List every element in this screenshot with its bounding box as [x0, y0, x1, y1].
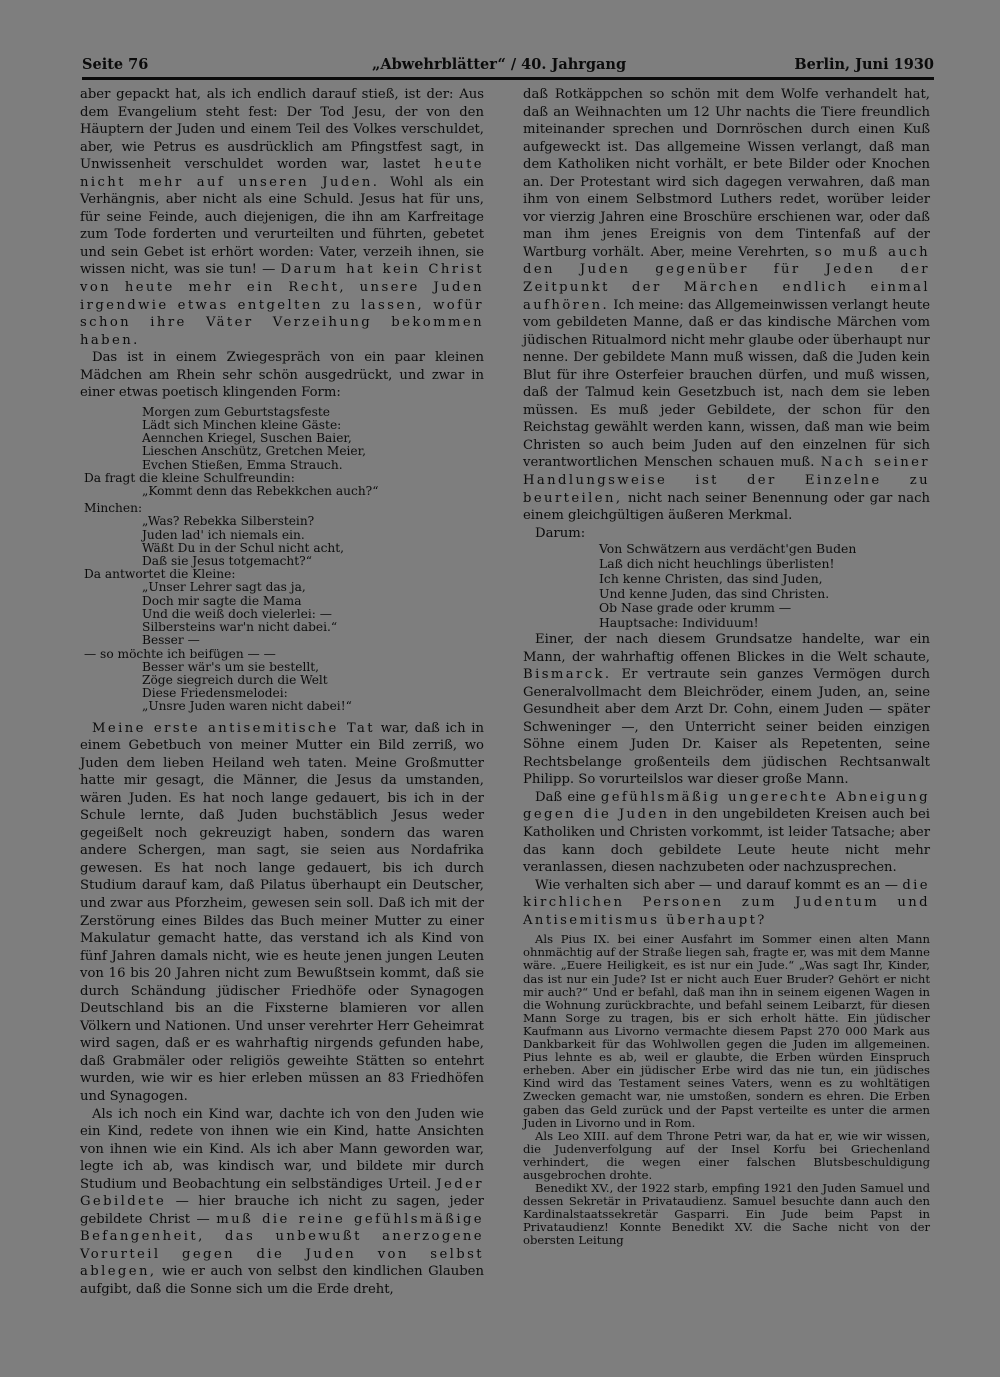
emphasis-text: Jeder Gebildete: [80, 1176, 484, 1210]
emphasis-text: Bismarck.: [523, 667, 612, 683]
poem-line: Da fragt die kleine Schulfreundin:: [84, 470, 295, 485]
text-run: daß Rotkäppchen so schön mit dem Wolfe verhandelt hat, daß an Weihnachten um 12 Uhr nachts die Tiere freundlich miteinander sprechen und Dornröschen durch einen Kuß aufgeweckt ist. Das allgemeine Wissen verlangt, daß man dem Katholiken nicht vorhält, er bete Bilder oder Knochen an. Der Protestant wird sich dagegen verwahren, daß man ihm von einem Selbstmord Luthers redet, worüber leider vor vierzig Jahren eine Broschüre erschienen war, oder daß man ihm jenes Ereignis von dem Tintenfaß auf der Wartburg vorhält. Aber, meine Verehrten,: [523, 87, 930, 260]
poem-line: Hauptsache: Individuum!: [599, 615, 759, 631]
emphasis-text: Darum hat kein Christ von heute mehr ein Recht, unsere Juden irgendwie etwas entgelten zu lassen, wofür schon ihre Väter Verzeihung bekommen haben.: [80, 262, 484, 348]
poem-line: Doch mir sagte die Mama: [142, 593, 302, 608]
poem-line: Und kenne Juden, das sind Christen.: [599, 585, 830, 601]
paragraph: Das ist in einem Zwiegespräch von ein paar kleinen Mädchen am Rhein sehr schön ausgedrückt, und zwar in einer etwas poetisch klingenden Form:: [80, 350, 484, 401]
poem-line: Evchen Stießen, Emma Strauch.: [142, 457, 343, 472]
paragraph: [523, 789, 930, 877]
poem-line: Besser wär's um sie bestellt,: [142, 659, 320, 674]
poem: [80, 406, 484, 714]
poem-line: Morgen zum Geburtstagsfeste: [142, 404, 330, 419]
poem-line: Aennchen Kriegel, Suschen Baier,: [142, 431, 352, 446]
paragraph: [80, 86, 484, 349]
paragraph: Darum:: [535, 525, 586, 541]
text-run: Wohl als ein Verhängnis, aber nicht als eine Schuld. Jesus hat für uns, für seine Feinde, auch diejenigen, die ihn am Karfreitage zum Tode forderten und verurteilten und führten, gebetet und sein Gebet ist erhört worden: Vater, verzeih ihnen, sie wissen nicht, was sie tun! —: [80, 174, 484, 278]
emphasis-text: muß die reine gefühlsmäßige Befangenheit, das unbewußt anerzogene Vorurteil gegen die Juden von selbst ablegen,: [80, 1211, 484, 1280]
paragraph: [523, 631, 930, 789]
right-column: [523, 86, 930, 1248]
poem-line: Laß dich nicht heuchlings überlisten!: [599, 556, 835, 572]
poem-line: Minchen:: [84, 501, 143, 516]
poem-line: Wäßt Du in der Schul nicht acht,: [142, 540, 345, 555]
poem-line: Daß sie Jesus totgemacht?“: [142, 554, 312, 569]
text-run: Als ich noch ein Kind war, dachte ich von den Juden wie ein Kind, redete von ihnen wie ein Kind, hatte Ansichten von ihnen wie ein Kind. Als ich aber Mann geworden war, legte ich ab, was kindisch war, und bildete mir durch Studium und Beobachtung ein selbständiges Urteil.: [80, 1106, 484, 1192]
poem-line: „Kommt denn das Rebekkchen auch?“: [142, 484, 379, 499]
poem: [523, 542, 930, 631]
text-run: Ich meine: das Allgemeinwissen verlangt heute vom gebildeten Manne, daß er das kindische Märchen vom jüdischen Ritualmord nicht mehr glaube oder überhaupt nur nenne. Der gebildete Mann muß wissen, daß die Juden kein Blut für ihre Osterfeier brauchen dürfen, und muß wissen, daß der Talmud kein Gesetzbuch ist, nach dem sie leben müssen. Es muß jeder Gebildete, der schon für den Reichstag gewählt werden kann, wissen, daß man wie beim Christen so auch beim Juden auf den einzelnen für sich verantwortlichen Menschen schauen muß.: [523, 297, 931, 471]
left-column: [80, 86, 484, 1299]
emphasis-text: gefühlsmäßig ungerechte Abneigung gegen die Juden: [523, 789, 930, 823]
poem-line: Juden lad' ich niemals ein.: [142, 527, 305, 542]
publication-title: „Abwehrblätter“ / 40. Jahrgang: [372, 56, 627, 73]
poem-line: Lädt sich Minchen kleine Gäste:: [142, 418, 342, 433]
paragraph: [523, 877, 930, 930]
header-rule: [82, 77, 934, 80]
poem-line: Da antwortet die Kleine:: [84, 567, 236, 582]
poem-line: Lieschen Anschütz, Gretchen Meier,: [142, 444, 367, 459]
text-run: Daß eine: [535, 789, 596, 805]
emphasis-text: so muß auch den Juden gegenüber für Jeden der Zeitpunkt der Märchen endlich einmal aufhören.: [523, 244, 930, 313]
paragraph: [80, 720, 484, 1106]
page-number: Seite 76: [82, 56, 149, 73]
poem-line: „Unser Lehrer sagt das ja,: [142, 580, 306, 595]
emphasis-text: die kirchlichen Personen zum Judentum und Antisemitismus überhaupt?: [523, 877, 930, 928]
emphasis-text: Meine erste antisemitische Tat: [92, 720, 376, 736]
small-paragraph: Als Pius IX. bei einer Ausfahrt im Sommer einen alten Mann ohnmächtig auf der Straße liegen sah, fragte er, was mit dem Manne wäre. „Euere Heiligkeit, es ist nur ein Jude.“ „Was sagt Ihr, Kinder, das ist nur ein Jude? Ist er nicht auch Euer Bruder? Gehört er nicht mir auch?“ Und er befahl, daß man ihn in seinem eigenen Wagen in die Wohnung zurückbrachte, und befahl seinem Leibarzt, für diesen Mann Sorge zu tragen, bis er sich erholt hätte. Ein jüdischer Kaufmann aus Livorno vermachte diesem Papst 270 000 Mark aus Dankbarkeit für das Wohlwollen gegen die Juden im allgemeinen. Pius lehnte es ab, weil er glaubte, die Erben würden Einspruch erheben. Aber ein jüdischer Erbe wird das nie tun, ein jüdisches Kind wird das Testament seines Vaters, wenn es zu wohltätigen Zwecken gemacht war, nie umstoßen, sondern es ehren. Die Erben gaben das Geld zurück und der Papst verteilte es unter die armen Juden in Livorno und in Rom.: [523, 932, 930, 1130]
poem-line: Silbersteins war'n nicht dabei.“: [142, 620, 338, 635]
text-run: war, daß ich in einem Gebetbuch von meiner Mutter ein Bild zerriß, wo Juden dem lieben Heiland weh taten. Meine Großmutter hatte mir gesagt, die Männer, die Jesus da umstanden, wären Juden. Es hat noch lange gedauert, bis ich in der Schule lernte, daß Juden buchstäblich Jesus weder gegeißelt noch gekreuzigt haben, sondern das waren andere Schergen, man sagt, sie seien aus Nordafrika gewesen. Es hat noch lange gedauert, bis ich durch Studium darauf kam, daß Pilatus überhaupt ein Deutscher, und zwar aus Pforzheim, gewesen sein soll. Daß ich mit der Zerstörung eines Bildes das Buch meiner Mutter zu einer Makulatur gemacht hatte, das verstand ich als Kind von fünf Jahren damals nicht, wie es heute jenen jungen Leuten von 16 bis 20 Jahren nicht zum Bewußtsein kommt, daß sie durch Schändung jüdischer Friedhöfe oder Synagogen Deutschland bis an die Fixsterne blamieren vor allen Völkern und Nationen. Und unser verehrter Herr Geheimrat wird sagen, daß er es wahrhaftig nirgends gefunden habe, daß Grabmäler oder religiös geweihte Stätten so entehrt wurden, wie wir es hier erleben müssen an 83 Friedhöfen und Synagogen.: [80, 720, 484, 1104]
poem-line: Diese Friedensmelodei:: [142, 686, 288, 701]
poem-line: Zöge siegreich durch die Welt: [142, 672, 328, 687]
poem-line: Von Schwätzern aus verdächt'gen Buden: [599, 541, 857, 557]
poem-line: „Was? Rebekka Silberstein?: [142, 514, 315, 529]
paragraph: [523, 86, 930, 525]
text-run: — hier brauche ich nicht zu sagen, jeder gebildete Christ —: [80, 1194, 484, 1227]
place-date: Berlin, Juni 1930: [794, 56, 934, 73]
poem-line: Besser —: [142, 633, 200, 648]
text-run: Einer, der nach diesem Grundsatze handelte, war ein Mann, der wahrhaftig offenen Blickes in die Welt schaute,: [523, 632, 930, 665]
small-paragraph: Benedikt XV., der 1922 starb, empfing 1921 den Juden Samuel und dessen Sekretär in Privataudienz. Samuel besuchte dann auch den Kardinalstaatssekretär Gasparri. Ein Jude beim Papst in Privataudienz! Konnte Benedikt XV. die Sache nicht von der obersten Leitung: [523, 1181, 930, 1248]
small-paragraph: Als Leo XIII. auf dem Throne Petri war, da hat er, wie wir wissen, die Judenverfolgung auf der Insel Korfu bei Griechenland verhindert, die wegen einer falschen Blutsbeschuldigung ausgebrochen drohte.: [523, 1128, 930, 1182]
text-run: in den ungebildeten Kreisen auch bei Katholiken und Christen vorkommt, ist leider Tatsache; aber das kann doch gebildete Leute heute nicht mehr veranlassen, diesen nachzubeten oder nachzusprechen.: [523, 807, 930, 876]
poem-line: Ob Nase grade oder krumm —: [599, 600, 792, 616]
text-run: nicht nach seiner Benennung oder gar nach einem gleichgültigen äußeren Merkmal.: [523, 490, 930, 524]
poem-line: — so möchte ich beifügen — —: [84, 646, 276, 661]
emphasis-text: Nach seiner Handlungsweise ist der Einzelne zu beurteilen,: [523, 455, 931, 506]
poem-line: Ich kenne Christen, das sind Juden,: [599, 570, 823, 586]
poem-line: Und die weiß doch vielerlei: —: [142, 606, 332, 621]
text-run: aber gepackt hat, als ich endlich darauf stieß, ist der: Aus dem Evangelium steht fest: Der Tod Jesu, der von den Häuptern der Juden und einem Teil des Volkes verschuldet, aber, wie Petrus es ausdrücklich am Pfingstfest sagt, in Unwissenheit verschuldet worden war, lastet: [80, 87, 484, 173]
emphasis-text: heute nicht mehr auf unseren Juden.: [80, 157, 484, 190]
paragraph: [80, 1106, 484, 1299]
text-run: wie er auch von selbst den kindlichen Glauben aufgibt, daß die Sonne sich um die Erde dreht,: [80, 1264, 484, 1298]
text-run: Wie verhalten sich aber — und darauf kommt es an —: [535, 877, 898, 893]
text-run: Er vertraute sein ganzes Vermögen durch Generalvollmacht dem Bleichröder, einem Juden, an, seine Gesundheit aber dem Arzt Dr. Cohn, einem Juden — später Schweninger —, den Unterricht seiner beiden einzigen Söhne einem Juden Dr. Kaiser als Repetenten, seine Rechtsbelange großenteils dem jüdischen Rechtsanwalt Philipp. So vorurteilslos war dieser große Mann.: [523, 667, 930, 788]
poem-line: „Unsre Juden waren nicht dabei!“: [142, 699, 352, 714]
